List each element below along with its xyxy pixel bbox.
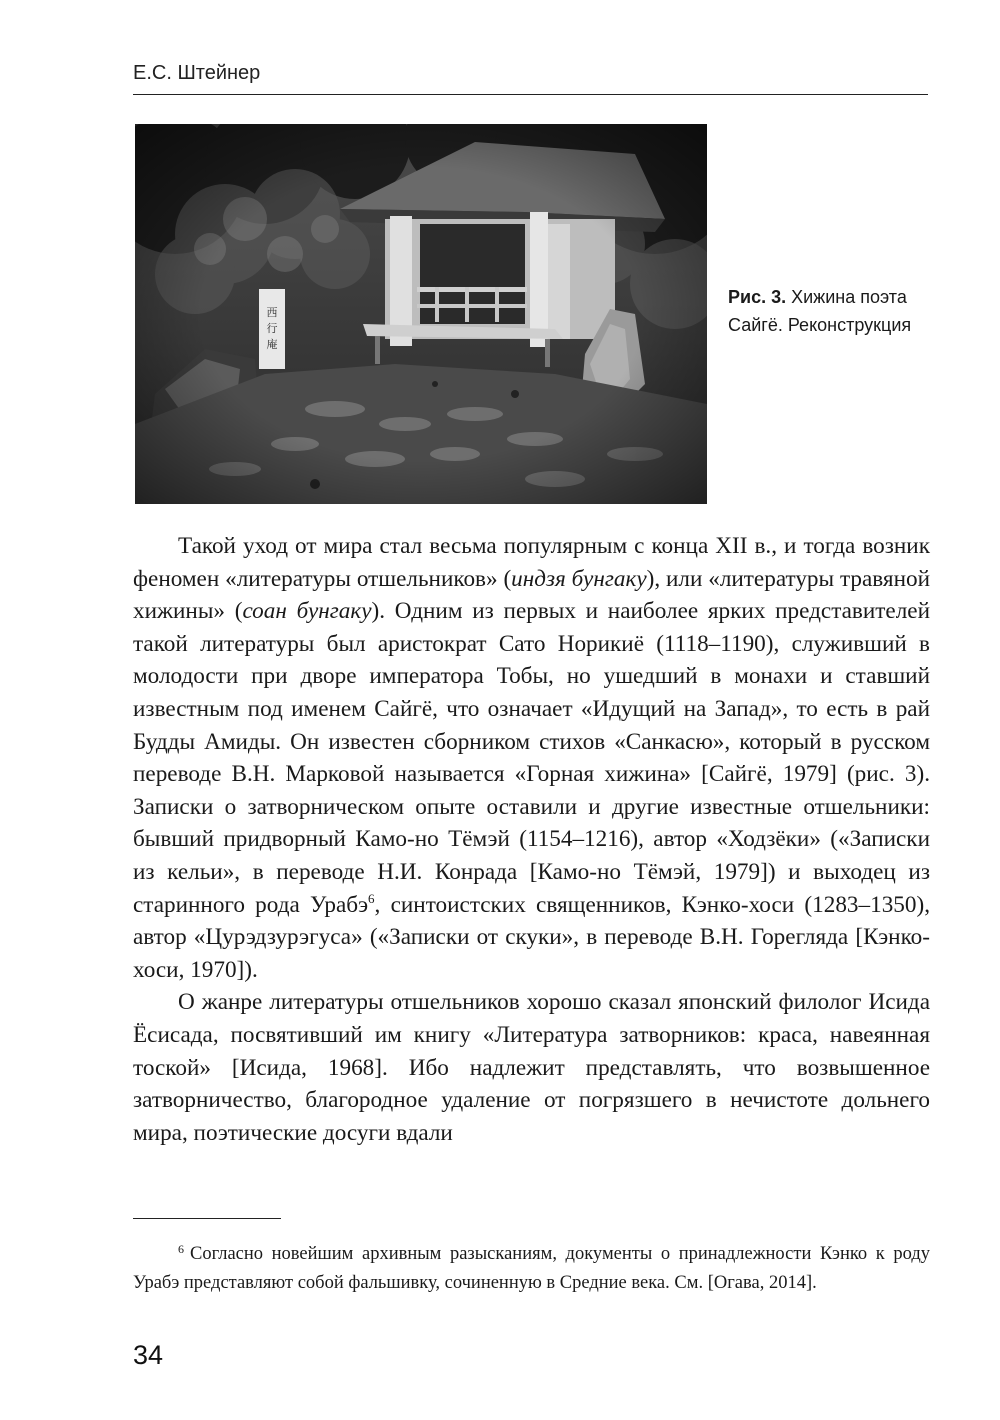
italic-term: индзя бунгаку bbox=[511, 565, 647, 592]
figure-photo-hut bbox=[135, 124, 707, 504]
header-divider bbox=[133, 94, 928, 95]
caption-text-line1: Хижина поэта bbox=[791, 287, 907, 307]
page-number: 34 bbox=[133, 1340, 164, 1370]
figure-label: Рис. 3. bbox=[728, 287, 787, 307]
footnote-ref[interactable]: 6 bbox=[368, 890, 375, 906]
footnote-text: Согласно новейшим архивным разысканиям, документы о принадлежности Кэнко к роду Урабэ представляют собой фальшивку, сочиненную в Средние века. См. [Огава, 2014]. bbox=[133, 1244, 930, 1293]
paragraph-1: Такой уход от мира стал весьма популярным с конца XII в., и тогда возник феномен «литературы отшельников» (индзя бунгаку), или «литературы травяной хижины» (соан бунгаку). Одним из первых и наиболее ярких представителей такой литературы был аристократ Сато Норикиё (1118–1190), служивший в молодости при дворе императора Тобы, но ушедший в монахи и ставший известным под именем Сайгё, что означает «Идущий на Запад», то есть в рай Будды Амиды. Он известен сборником стихов «Санкасю», который в русском переводе В.Н. Марковой называется «Горная хижина» [Сайгё, 1979] (рис. 3). Записки о затворническом опыте оставили и другие известные отшельники: бывший придворный Камо-но Тёмэй (1154–1216), автор «Ходзёки» («Записки из кельи», в переводе Н.И. Конрада [Камо-но Тёмэй, 1979]) и выходец из старинного рода Урабэ$^6$, синтоистских священников, Кэнко-хоси (1283–1350), автор «Цурэдзурэгуса» («Записки от скуки», в переводе В.Н. Горегляда [Кэнко-хоси, 1970]). bbox=[133, 533, 930, 983]
footnote-divider bbox=[133, 1218, 281, 1219]
footnote bbox=[133, 1235, 930, 1297]
caption-text-line2: Сайгё. Реконструкция bbox=[728, 315, 912, 335]
figure-caption bbox=[728, 283, 948, 339]
running-header: Е.С. Штейнер bbox=[133, 62, 261, 84]
footnote-marker: 6 bbox=[178, 1242, 184, 1256]
main-text bbox=[133, 530, 930, 1149]
italic-term: соан бунгаку bbox=[242, 598, 372, 625]
paragraph-2: О жанре литературы отшельников хорошо сказал японский филолог Исида Ёсисада, посвятивший им книгу «Литература затворников: краса, навеянная тоской» [Исида, 1968]. Ибо надлежит представлять, что возвышенное затворничество, благородное удаление от погрязшего в нечистоте дольнего мира, поэтические досуги вдали bbox=[133, 989, 930, 1146]
